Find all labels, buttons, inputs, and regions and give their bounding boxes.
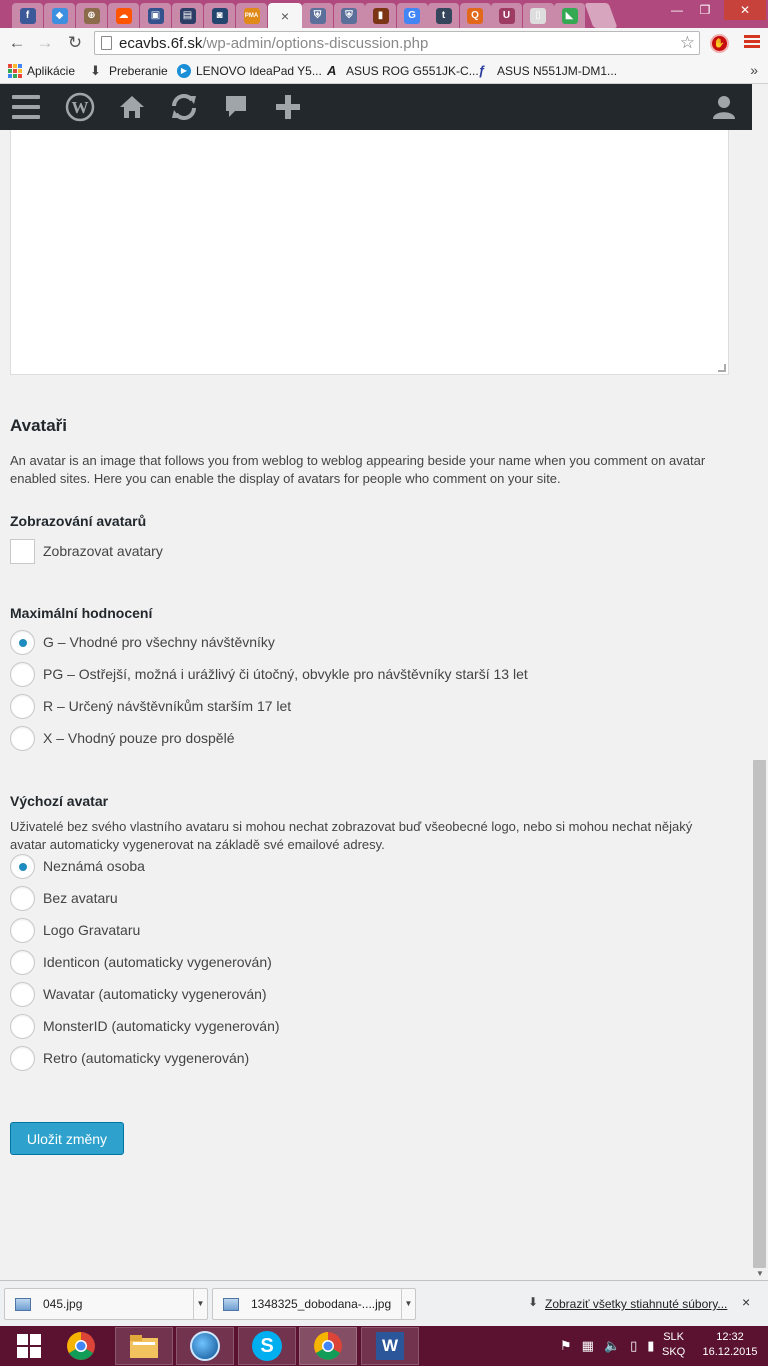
address-url[interactable] <box>119 35 428 52</box>
default-avatar-radio[interactable] <box>10 982 35 1007</box>
taskbar-word[interactable] <box>361 1327 419 1365</box>
windows-logo-icon <box>16 1333 42 1359</box>
default-avatar-label: Bez avataru <box>43 890 118 906</box>
default-avatar-label: Logo Gravataru <box>43 922 141 938</box>
rating-radio[interactable] <box>10 662 35 687</box>
max-rating-label: Maximální hodnocení <box>10 605 153 621</box>
page-icon <box>101 36 112 50</box>
battery-icon[interactable]: ▯ <box>630 1338 638 1353</box>
taskbar-skype[interactable] <box>238 1327 296 1365</box>
taskbar-file-explorer[interactable] <box>115 1327 173 1365</box>
shield-icon: ⛨ <box>310 8 326 24</box>
signal-icon[interactable]: ▮ <box>647 1338 655 1353</box>
avatars-description: An avatar is an image that follows you from weblog to weblog appearing beside your name when you comment on avatar enabled sites. Here you can enable the display of avatars for people who comment on your site. <box>10 453 706 486</box>
bookmark-label: ASUS N551JM-DM1... <box>497 64 618 78</box>
default-avatar-radio[interactable] <box>10 950 35 975</box>
comment-blacklist-textarea[interactable] <box>10 130 729 375</box>
wordpress-logo-icon[interactable] <box>64 92 96 122</box>
browser-tab[interactable] <box>365 3 396 28</box>
taskbar-chrome-active[interactable] <box>299 1327 357 1365</box>
shield-icon: ⛨ <box>341 8 357 24</box>
default-avatar-option[interactable] <box>10 981 267 1007</box>
address-host: ecavbs.6f.sk <box>119 35 203 52</box>
chrome-icon <box>313 1331 343 1361</box>
rating-radio[interactable] <box>10 694 35 719</box>
monitor-icon: ▤ <box>180 8 196 24</box>
language-indicator[interactable] <box>662 1330 685 1360</box>
default-avatar-label: Neznámá osoba <box>43 858 145 874</box>
clock[interactable] <box>700 1330 760 1360</box>
default-avatar-radio[interactable] <box>10 854 35 879</box>
bookmark-lenovo[interactable] <box>177 63 322 79</box>
tumblr-icon: t <box>436 8 452 24</box>
u-icon: U <box>499 8 515 24</box>
chrome-icon <box>66 1331 96 1361</box>
default-avatar-option[interactable] <box>10 885 118 911</box>
svg-text:W: W <box>71 98 89 117</box>
rating-radio[interactable] <box>10 630 35 655</box>
site-icon: ▣ <box>148 8 164 24</box>
rating-option[interactable] <box>10 661 528 687</box>
pma-icon: PMA <box>244 8 260 24</box>
app-globe-icon <box>190 1331 220 1361</box>
doc-icon: ▯ <box>530 8 546 24</box>
default-avatar-option[interactable] <box>10 917 140 943</box>
bookmark-asus-n551[interactable] <box>478 63 617 79</box>
default-avatar-label: Wavatar (automaticky vygenerován) <box>43 986 267 1002</box>
back-icon[interactable]: ← <box>8 33 26 52</box>
chrome-menu-icon[interactable] <box>744 33 760 53</box>
new-content-plus-icon[interactable] <box>272 92 304 122</box>
show-all-downloads-link[interactable]: Zobraziť všetky stiahnuté súbory... <box>545 1297 728 1311</box>
default-avatar-label: Identicon (automaticky vygenerován) <box>43 954 272 970</box>
browser-tab[interactable] <box>76 3 107 28</box>
browser-tab[interactable] <box>172 3 203 28</box>
rating-radio[interactable] <box>10 726 35 751</box>
show-avatars-option[interactable] <box>10 538 163 564</box>
toolbar <box>0 28 768 58</box>
folder-icon <box>129 1333 159 1359</box>
download-filename: 045.jpg <box>43 1297 83 1311</box>
section-title-avatars: Avataři <box>10 416 68 435</box>
system-tray <box>560 1334 664 1358</box>
close-tab-icon[interactable]: × <box>280 7 290 24</box>
download-item[interactable] <box>212 1288 416 1320</box>
bookmark-label: Preberanie <box>109 64 168 78</box>
rating-option[interactable] <box>10 725 234 751</box>
updates-icon[interactable] <box>168 92 200 122</box>
volume-icon[interactable]: 🔈 <box>603 1338 621 1353</box>
browser-tab[interactable] <box>140 3 171 28</box>
word-icon: W <box>376 1332 404 1360</box>
browser-tab[interactable] <box>12 3 43 28</box>
maps-icon: ◣ <box>562 8 578 24</box>
bookmark-downloads[interactable] <box>90 63 168 79</box>
browser-tab[interactable] <box>204 3 235 28</box>
download-filename: 1348325_dobodana-....jpg <box>251 1297 392 1311</box>
default-avatar-radio[interactable] <box>10 1046 35 1071</box>
browser-tab[interactable] <box>554 3 585 28</box>
bookmark-star-icon[interactable]: ☆ <box>679 33 695 52</box>
default-avatar-description: Uživatelé bez svého vlastního avataru si mohou nechat zobrazovat buď všeobecné logo, nebo si mohou nechat nějaký avatar automaticky vygenerovat na základě své emailové adresy. <box>10 819 693 852</box>
default-avatar-label: Výchozí avatar <box>10 793 109 809</box>
show-avatars-label: Zobrazovat avatary <box>43 543 163 559</box>
wp-admin-bar <box>0 84 752 130</box>
dropbox-icon: ◆ <box>52 8 68 24</box>
adblock-icon[interactable]: ✋ <box>710 34 729 53</box>
default-avatar-label: MonsterID (automaticky vygenerován) <box>43 1018 280 1034</box>
clock-date: 16.12.2015 <box>702 1346 758 1358</box>
browser-tab[interactable] <box>428 3 459 28</box>
language-code: SLK <box>663 1331 685 1343</box>
default-avatar-radio[interactable] <box>10 886 35 911</box>
rating-label: G – Vhodné pro všechny návštěvníky <box>43 634 275 650</box>
download-arrow-icon: ⬇ <box>90 63 101 78</box>
menu-toggle-icon[interactable] <box>10 92 42 122</box>
flag-icon[interactable]: ⚑ <box>560 1338 572 1353</box>
tab-strip <box>0 0 768 28</box>
forward-icon[interactable]: → <box>36 33 54 52</box>
bookmark-asus-rog[interactable] <box>327 63 479 79</box>
close-download-shelf-icon[interactable]: × <box>742 1294 751 1310</box>
address-path: /wp-admin/options-discussion.php <box>202 35 429 52</box>
bookmark-label: ASUS ROG G551JK-C... <box>346 64 479 78</box>
reload-icon[interactable]: ↻ <box>67 33 83 52</box>
default-avatar-option[interactable] <box>10 949 272 975</box>
browser-tab[interactable] <box>236 3 267 28</box>
bookmark-apps[interactable] <box>8 63 75 79</box>
download-item[interactable] <box>4 1288 208 1320</box>
browser-tab[interactable] <box>460 3 491 28</box>
bookmarks-overflow[interactable]: » <box>750 62 758 78</box>
browser-tab[interactable] <box>44 3 75 28</box>
browser-tab[interactable] <box>523 3 554 28</box>
photo-icon: ◙ <box>212 8 228 24</box>
page-content <box>0 130 752 1280</box>
google-icon: G <box>404 8 420 24</box>
default-avatar-option[interactable] <box>10 1013 280 1039</box>
rating-option[interactable] <box>10 629 275 655</box>
browser-tab[interactable] <box>397 3 428 28</box>
asus-logo-icon: ƒ <box>478 63 486 78</box>
tab-active[interactable] <box>268 3 302 28</box>
default-avatar-label: Retro (automaticky vygenerován) <box>43 1050 250 1066</box>
soundcloud-icon: ☁ <box>116 8 132 24</box>
home-icon[interactable] <box>116 92 148 122</box>
default-avatar-radio[interactable] <box>10 918 35 943</box>
taskbar-chrome[interactable] <box>52 1327 110 1365</box>
book-icon: ▮ <box>373 8 389 24</box>
image-file-icon <box>223 1298 239 1311</box>
download-menu-arrow-icon[interactable]: ▼ <box>401 1289 415 1319</box>
window-close-icon[interactable]: ✕ <box>724 0 766 20</box>
restore-icon[interactable]: ❐ <box>699 3 711 17</box>
browser-tab[interactable] <box>334 3 365 28</box>
default-avatar-option[interactable] <box>10 853 145 879</box>
bookmarks-bar <box>0 58 768 84</box>
rating-label: X – Vhodný pouze pro dospělé <box>43 730 235 746</box>
skype-icon: S <box>252 1331 282 1361</box>
rating-label: PG – Ostřejší, možná i urážlivý či útočný, obvykle pro návštěvníky starší 13 let <box>43 666 528 682</box>
default-avatar-option[interactable] <box>10 1045 249 1071</box>
image-file-icon <box>15 1298 31 1311</box>
scrollbar-thumb[interactable] <box>753 760 766 1268</box>
user-account-icon[interactable] <box>708 92 740 122</box>
resize-grip-icon[interactable] <box>718 364 726 372</box>
network-icon[interactable]: ▦ <box>581 1338 594 1353</box>
download-shelf <box>0 1280 768 1326</box>
q-icon: Q <box>467 8 483 24</box>
windows-taskbar <box>0 1326 768 1366</box>
apps-grid-icon <box>8 64 22 78</box>
taskbar-app[interactable] <box>176 1327 234 1365</box>
browser-tab[interactable] <box>491 3 522 28</box>
avatar-display-label: Zobrazování avatarů <box>10 513 147 529</box>
show-avatars-checkbox[interactable] <box>10 539 35 564</box>
browser-tab[interactable] <box>302 3 333 28</box>
clock-time: 12:32 <box>716 1331 744 1343</box>
keyboard-code: SKQ <box>662 1346 686 1358</box>
facebook-icon: f <box>20 8 36 24</box>
default-avatar-radio[interactable] <box>10 1014 35 1039</box>
globe-icon: ⊕ <box>84 8 100 24</box>
address-bar[interactable] <box>94 31 700 55</box>
browser-tab[interactable] <box>108 3 139 28</box>
play-circle-icon: ▶ <box>177 64 191 78</box>
comments-icon[interactable] <box>220 92 252 122</box>
bookmark-label: Aplikácie <box>27 64 76 78</box>
download-arrow-icon: ⬇ <box>528 1295 539 1309</box>
bookmark-label: LENOVO IdeaPad Y5... <box>196 64 322 78</box>
new-tab-button[interactable] <box>584 3 617 28</box>
rating-option[interactable] <box>10 693 291 719</box>
rating-label: R – Určený návštěvníkům starším 17 let <box>43 698 292 714</box>
download-menu-arrow-icon[interactable]: ▼ <box>193 1289 207 1319</box>
save-changes-button[interactable]: Uložit změny <box>10 1122 124 1155</box>
asus-logo-icon: A <box>327 63 337 78</box>
minimize-icon[interactable]: — <box>671 3 683 17</box>
start-button[interactable] <box>0 1327 58 1365</box>
scroll-down-arrow-icon[interactable]: ▼ <box>756 1269 764 1278</box>
